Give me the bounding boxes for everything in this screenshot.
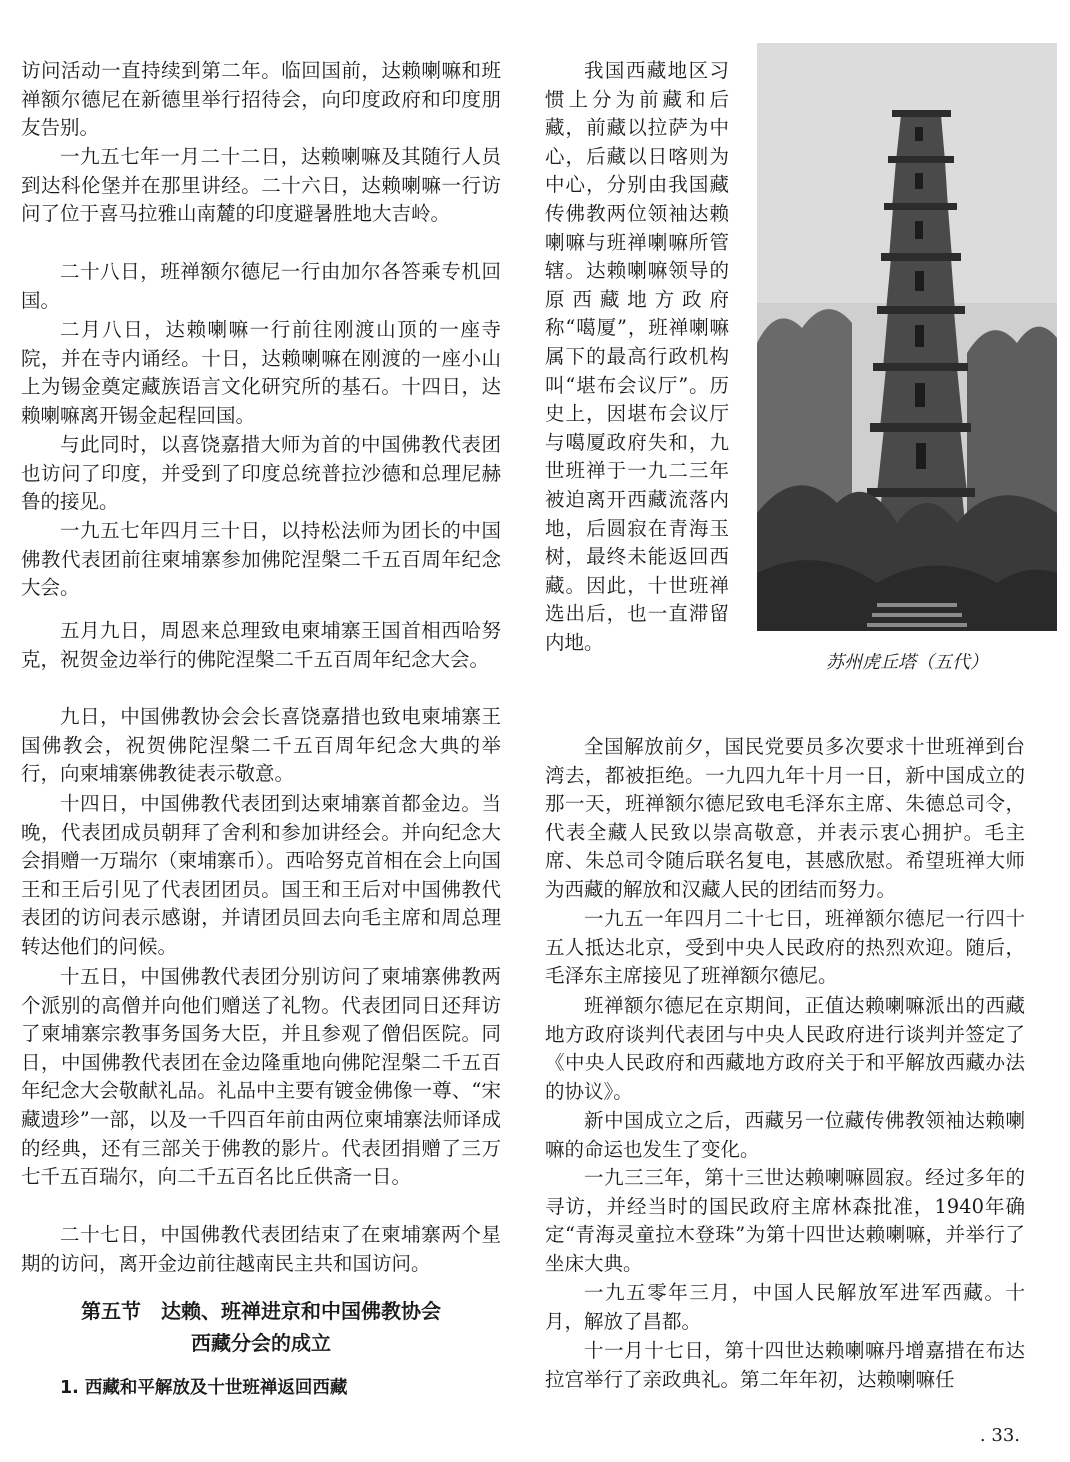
- right-paragraph-6: 一九五零年三月，中国人民解放军进军西藏。十月，解放了昌都。: [545, 1281, 1025, 1333]
- left-paragraph-2: 一九五七年一月二十二日，达赖喇嘛及其随行人员到达科伦堡并在那里讲经。二十六日，达赖喇嘛一行访问了位于喜马拉雅山南麓的印度避暑胜地大吉岭。: [21, 145, 501, 226]
- right-paragraph-2: 一九五一年四月二十七日，班禅额尔德尼一行四十五人抵达北京，受到中央人民政府的热烈欢迎。随后，毛泽东主席接见了班禅额尔德尼。: [545, 907, 1025, 988]
- right-paragraph-7: 十一月十七日，第十四世达赖喇嘛丹增嘉措在布达拉宫举行了亲政典礼。第二年年初，达赖喇嘛任: [545, 1339, 1025, 1391]
- left-paragraph-1: 访问活动一直持续到第二年。临回国前，达赖喇嘛和班禅额尔德尼在新德里举行招待会，向印度政府和印度朋友告别。: [21, 59, 501, 140]
- left-paragraph-9: 十四日，中国佛教代表团到达柬埔寨首都金边。当晚，代表团成员朝拜了舍利和参加讲经会。并向纪念大会捐赠一万瑞尔（柬埔寨币）。西哈努克首相在会上向国王和王后引见了代表团团员。国王和王后对中国佛教代表团的访问表示感谢，并请团员回去向毛主席和周总理转达他们的问候。: [21, 792, 501, 958]
- page-number: . 33.: [979, 1425, 1020, 1446]
- left-paragraph-4: 二月八日，达赖喇嘛一行前往刚渡山顶的一座寺院，并在寺内诵经。十日，达赖喇嘛在刚渡的一座小山上为锡金奠定藏族语言文化研究所的基石。十四日，达赖喇嘛离开锡金起程回国。: [21, 318, 501, 427]
- left-paragraph-3: 二十八日，班禅额尔德尼一行由加尔各答乘专机回国。: [21, 260, 501, 312]
- right-narrow-paragraph: 我国西藏地区习惯上分为前藏和后藏，前藏以拉萨为中心，后藏以日喀则为中心，分别由我国藏传佛教两位领袖达赖喇嘛与班禅喇嘛所管辖。达赖喇嘛领导的原西藏地方政府称“噶厦”，班禅喇嘛属下的最高行政机构叫“堪布会议厅”。历史上，因堪布会议厅与噶厦政府失和，九世班禅于一九二三年被迫离开西藏流落内地，后圆寂在青海玉树，最终未能返回西藏。因此，十世班禅选出后，也一直滞留内地。: [545, 59, 729, 654]
- left-paragraph-7: 五月九日，周恩来总理致电柬埔寨王国首相西哈努克，祝贺金边举行的佛陀涅槃二千五百周年纪念大会。: [21, 619, 501, 671]
- subsection-heading: 1. 西藏和平解放及十世班禅返回西藏: [60, 1378, 348, 1398]
- right-paragraph-5: 一九三三年，第十三世达赖喇嘛圆寂。经过多年的寻访，并经当时的国民政府主席林森批准，1940年确定“青海灵童拉木登珠”为第十四世达赖喇嘛，并举行了坐床大典。: [545, 1166, 1025, 1275]
- section-heading-line-2: 西藏分会的成立: [191, 1331, 331, 1355]
- right-paragraph-3: 班禅额尔德尼在京期间，正值达赖喇嘛派出的西藏地方政府谈判代表团与中央人民政府进行谈判并签定了《中央人民政府和西藏地方政府关于和平解放西藏办法的协议》。: [545, 994, 1025, 1103]
- left-paragraph-10: 十五日，中国佛教代表团分别访问了柬埔寨佛教两个派别的高僧并向他们赠送了礼物。代表团同日还拜访了柬埔寨宗教事务国务大臣，并且参观了僧侣医院。同日，中国佛教代表团在金边隆重地向佛陀涅槃二千五百年纪念大会敬献礼品。礼品中主要有镀金佛像一尊、“宋藏遗珍”一部，以及一千四百年前由两位柬埔寨法师译成的经典，还有三部关于佛教的影片。代表团捐赠了三万七千五百瑞尔，向二千五百名比丘供斋一日。: [21, 965, 501, 1189]
- right-paragraph-4: 新中国成立之后，西藏另一位藏传佛教领袖达赖喇嘛的命运也发生了变化。: [545, 1109, 1025, 1161]
- section-heading-line-1: 第五节 达赖、班禅进京和中国佛教协会: [81, 1299, 441, 1323]
- pagoda-photo: [757, 43, 1057, 631]
- left-paragraph-6: 一九五七年四月三十日，以持松法师为团长的中国佛教代表团前往柬埔寨参加佛陀涅槃二千五百周年纪念大会。: [21, 519, 501, 600]
- left-paragraph-11: 二十七日，中国佛教代表团结束了在柬埔寨两个星期的访问，离开金边前往越南民主共和国访问。: [21, 1223, 501, 1275]
- left-paragraph-8: 九日，中国佛教协会会长喜饶嘉措也致电柬埔寨王国佛教会，祝贺佛陀涅槃二千五百周年纪念大典的举行，向柬埔寨佛教徒表示敬意。: [21, 705, 501, 786]
- left-paragraph-5: 与此同时，以喜饶嘉措大师为首的中国佛教代表团也访问了印度，并受到了印度总统普拉沙德和总理尼赫鲁的接见。: [21, 433, 501, 514]
- photo-caption: 苏州虎丘塔（五代）: [826, 652, 988, 673]
- right-paragraph-1: 全国解放前夕，国民党要员多次要求十世班禅到台湾去，都被拒绝。一九四九年十月一日，新中国成立的那一天，班禅额尔德尼致电毛泽东主席、朱德总司令，代表全藏人民致以崇高敬意，并表示衷心拥护。毛主席、朱总司令随后联名复电，甚感欣慰。希望班禅大师为西藏的解放和汉藏人民的团结而努力。: [545, 735, 1025, 901]
